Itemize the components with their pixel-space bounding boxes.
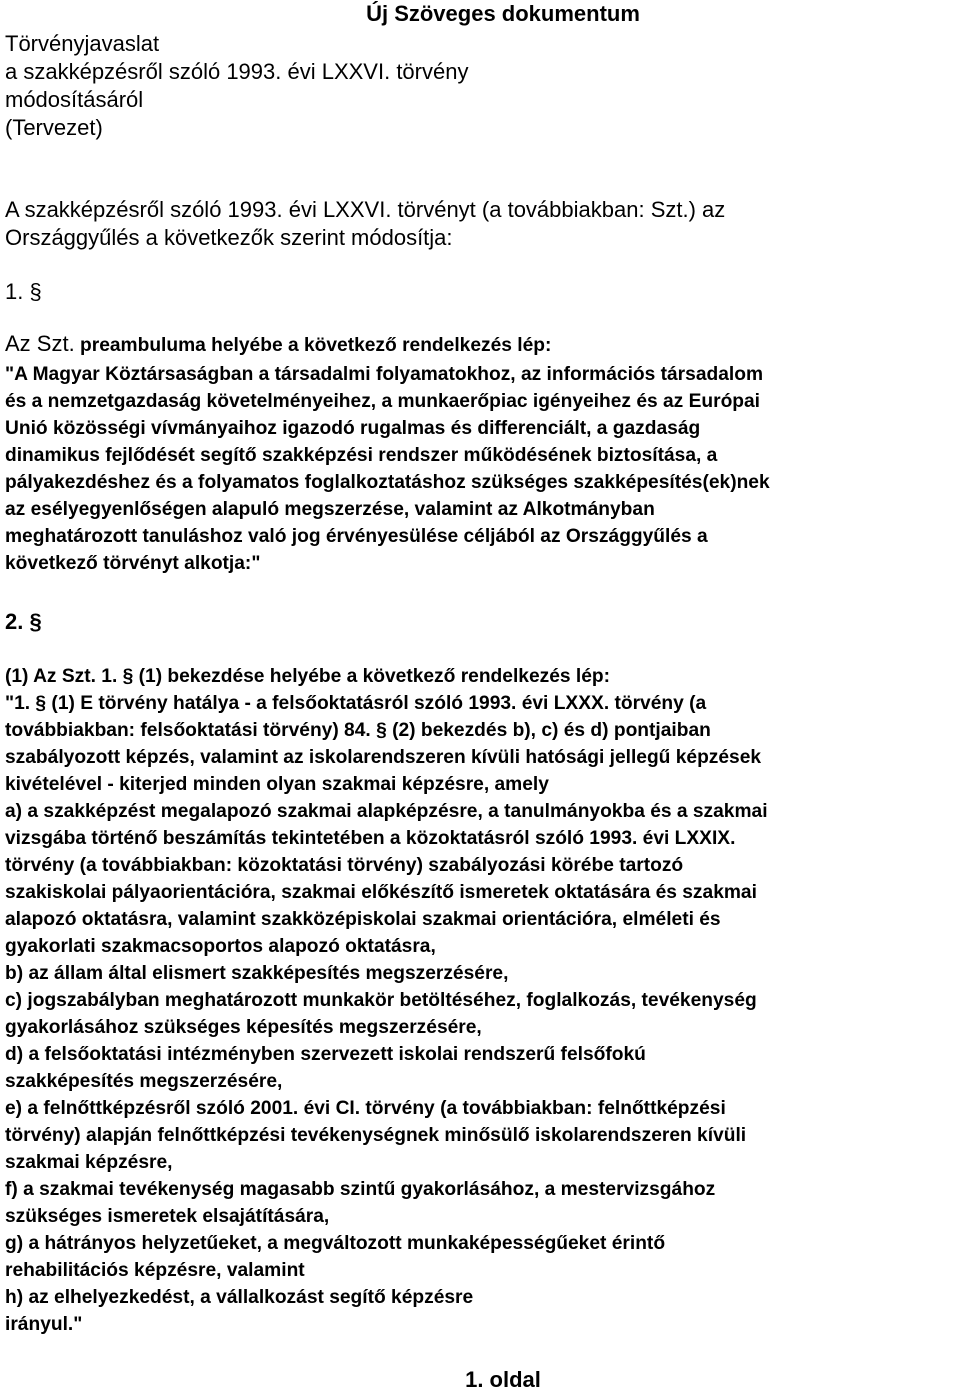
section-2-number: 2. § <box>5 609 42 634</box>
section-1-lead-prefix: Az Szt. <box>5 331 75 356</box>
section-2-line: rehabilitációs képzésre, valamint <box>5 1260 305 1281</box>
section-1-line: dinamikus fejlődését segítő szakképzési rendszer működésének biztosítása, a <box>5 445 718 466</box>
intro-line: Országgyűlés a következők szerint módosítja: <box>5 225 453 250</box>
header-line: Törvényjavaslat <box>5 31 160 56</box>
header-line: a szakképzésről szóló 1993. évi LXXVI. törvény <box>5 59 469 84</box>
section-2-line: vizsgába történő beszámítás tekintetében a közoktatásról szóló 1993. évi LXXIX. <box>5 828 736 849</box>
section-2-line: d) a felsőoktatási intézményben szervezett iskolai rendszerű felsőfokú <box>5 1044 646 1065</box>
section-2-line: h) az elhelyezkedést, a vállalkozást segítő képzésre <box>5 1287 474 1308</box>
section-2-line: irányul." <box>5 1314 83 1335</box>
section-1-lead <box>5 330 551 360</box>
section-2-line: alapozó oktatásra, valamint szakközépiskolai szakmai orientációra, elméleti és <box>5 909 721 930</box>
section-2-line: (1) Az Szt. 1. § (1) bekezdése helyébe a következő rendelkezés lép: <box>5 666 611 687</box>
section-1-line: meghatározott tanuláshoz való jog érvényesülése céljából az Országgyűlés a <box>5 526 708 547</box>
section-1-line: az esélyegyenlőségen alapuló megszerzése, valamint az Alkotmányban <box>5 499 655 520</box>
section-1-line: következő törvényt alkotja:" <box>5 553 261 574</box>
section-2-line: f) a szakmai tevékenység magasabb szintű gyakorlásához, a mestervizsgához <box>5 1179 716 1200</box>
section-2-line: szakmai képzésre, <box>5 1152 173 1173</box>
section-2-line: g) a hátrányos helyzetűeket, a megváltozott munkaképességűeket érintő <box>5 1233 666 1254</box>
section-2-line: kivételével - kiterjed minden olyan szakmai képzésre, amely <box>5 774 549 795</box>
section-2-line: szakképesítés megszerzésére, <box>5 1071 283 1092</box>
section-2-line: c) jogszabályban meghatározott munkakör betöltéséhez, foglalkozás, tevékenység <box>5 990 757 1011</box>
section-2-line: gyakorlásához szükséges képesítés megszerzésére, <box>5 1017 482 1038</box>
section-2-body <box>5 663 957 1338</box>
page-number: 1. oldal <box>465 1367 541 1392</box>
section-2-line: törvény (a továbbiakban: közoktatási törvény) szabályozási körébe tartozó <box>5 855 684 876</box>
section-2-line: szakiskolai pályaorientációra, szakmai előkészítő ismeretek oktatására és szakmai <box>5 882 757 903</box>
section-1-line: és a nemzetgazdaság követelményeihez, a munkaerőpiac igényeihez és az Európai <box>5 391 761 412</box>
section-1-number: 1. § <box>5 279 42 304</box>
section-2-line: "1. § (1) E törvény hatálya - a felsőoktatásról szóló 1993. évi LXXX. törvény (a <box>5 693 707 714</box>
bill-header <box>5 30 468 142</box>
section-2-line: b) az állam által elismert szakképesítés megszerzésére, <box>5 963 509 984</box>
section-2-line: gyakorlati szakmacsoportos alapozó oktatásra, <box>5 936 436 957</box>
section-1-line: Unió közösségi vívmányaihoz igazodó rugalmas és differenciált, a gazdaság <box>5 418 701 439</box>
section-2-line: törvény) alapján felnőttképzési tevékenységnek minősülő iskolarendszeren kívüli <box>5 1125 747 1146</box>
header-line: módosításáról <box>5 87 144 112</box>
section-2-line: szükséges ismeretek elsajátítására, <box>5 1206 330 1227</box>
document-title: Új Szöveges dokumentum <box>366 1 640 26</box>
section-1-line: pályakezdéshez és a folyamatos foglalkoztatáshoz szükséges szakképesítés(ek)nek <box>5 472 770 493</box>
section-1-lead-rest: preambuluma helyébe a következő rendelkezés lép: <box>74 335 552 356</box>
section-2-line: továbbiakban: felsőoktatási törvény) 84. § (2) bekezdés b), c) és d) pontjaiban <box>5 720 711 741</box>
section-2-line: e) a felnőttképzésről szóló 2001. évi CI. törvény (a továbbiakban: felnőttképzési <box>5 1098 726 1119</box>
section-2-line: a) a szakképzést megalapozó szakmai alapképzésre, a tanulmányokba és a szakmai <box>5 801 768 822</box>
header-line: (Tervezet) <box>5 115 103 140</box>
section-1-body <box>5 361 957 577</box>
section-1-line: "A Magyar Köztársaságban a társadalmi folyamatokhoz, az információs társadalom <box>5 364 763 385</box>
section-2-line: szabályozott képzés, valamint az iskolarendszeren kívüli hatósági jellegű képzések <box>5 747 762 768</box>
intro-line: A szakképzésről szóló 1993. évi LXXVI. törvényt (a továbbiakban: Szt.) az <box>5 197 726 222</box>
intro-paragraph <box>5 196 725 252</box>
